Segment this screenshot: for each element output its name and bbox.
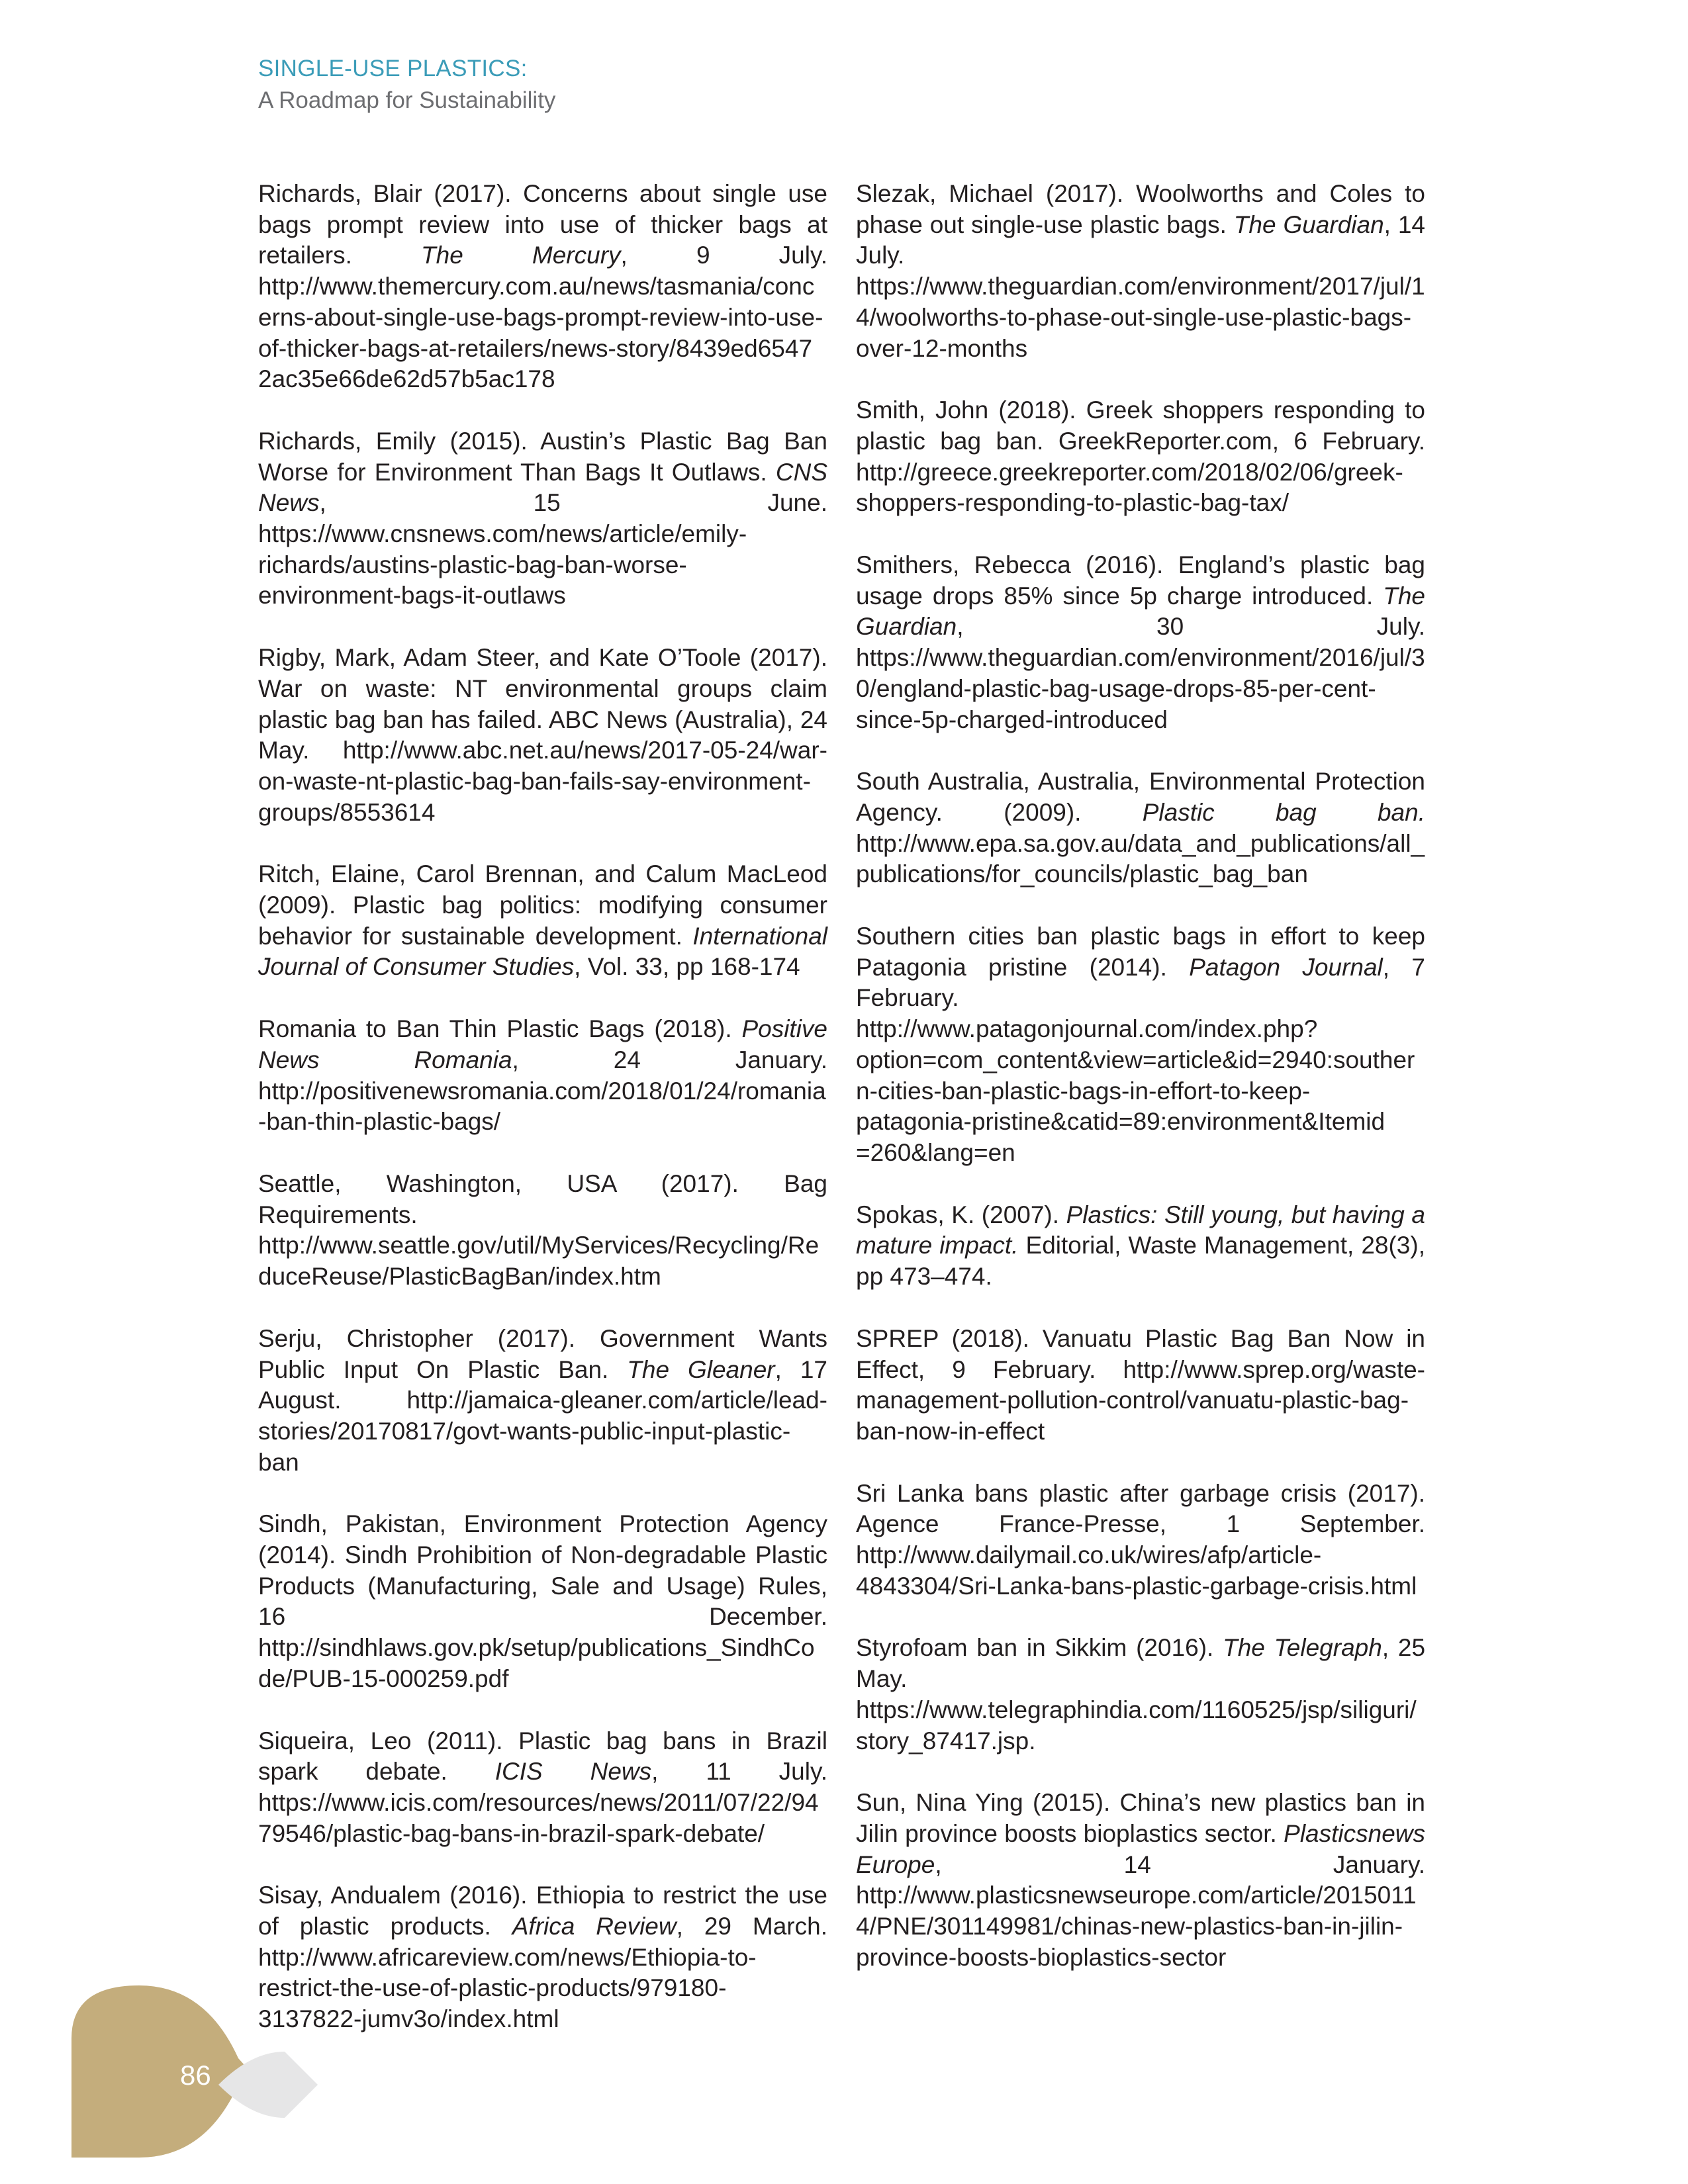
reference-text: Richards, Emily (2015). Austin’s Plastic Bag Ban Worse for Environment Than Bags It Outlaws. <box>258 427 827 486</box>
reference-source: Plastics: Still young, but having a mature impact. <box>856 1201 1425 1259</box>
reference-text: Serju, Christopher (2017). Government Wants Public Input On Plastic Ban. <box>258 1324 827 1383</box>
reference-entry <box>258 859 827 983</box>
reference-source: The Mercury <box>421 242 621 269</box>
reference-text: Sindh, Pakistan, Environment Protection Agency (2014). Sindh Prohibition of Non-degradable Plastic Products (Manufacturing, Sale and Usage) Rules, 16 December. http://sindhlaws.gov.pk/setup/publications_SindhCode/PUB-15-000259.pdf <box>258 1510 827 1692</box>
page-number: 86 <box>180 2060 211 2091</box>
reference-entry <box>258 643 827 828</box>
reference-text: , 14 July. https://www.theguardian.com/environment/2017/jul/14/woolworths-to-phase-out-single-use-plastic-bags-over-12-months <box>856 210 1426 362</box>
reference-source: Patagon Journal <box>1189 953 1383 981</box>
reference-entry <box>258 179 827 395</box>
reference-source: The Guardian <box>856 582 1425 641</box>
reference-text: SPREP (2018). Vanuatu Plastic Bag Ban Now in Effect, 9 February. http://www.sprep.org/waste-management-pollution-control/vanuatu-plastic-bag-ban-now-in-effect <box>856 1324 1425 1445</box>
reference-text: Seattle, Washington, USA (2017). Bag Requirements. http://www.seattle.gov/util/MyServices/Recycling/ReduceReuse/PlasticBagBan/index.htm <box>258 1169 827 1291</box>
reference-text: , 29 March. http://www.africareview.com/news/Ethiopia-to-restrict-the-use-of-plastic-products/979180-3137822-jumv3o/index.html <box>258 1913 827 2033</box>
reference-text: Styrofoam ban in Sikkim (2016). <box>856 1634 1223 1662</box>
reference-entry <box>856 921 1425 1169</box>
reference-entry <box>856 766 1425 890</box>
reference-text: Siqueira, Leo (2011). Plastic bag bans in Brazil spark debate. <box>258 1727 827 1786</box>
reference-source: Plastic bag ban. <box>1142 798 1425 826</box>
reference-text: Sun, Nina Ying (2015). China’s new plastics ban in Jilin province boosts bioplastics sector. <box>856 1789 1425 1847</box>
reference-entry <box>258 426 827 612</box>
reference-entry <box>856 179 1425 364</box>
reference-text: Ritch, Elaine, Carol Brennan, and Calum MacLeod (2009). Plastic bag politics: modifying consumer behavior for sustainable development. <box>258 860 827 950</box>
references-right-column <box>856 179 1425 2004</box>
reference-source: The Telegraph <box>1223 1634 1382 1662</box>
reference-source: Africa Review <box>512 1913 677 1940</box>
reference-entry <box>258 1509 827 1694</box>
reference-text: Editorial, Waste Management, 28(3), pp 473–474. <box>856 1232 1425 1291</box>
reference-text: , 30 July. https://www.theguardian.com/environment/2016/jul/30/england-plastic-bag-usage-drops-85-per-cent-since-5p-charged-introduced <box>856 613 1425 733</box>
reference-text: http://www.epa.sa.gov.au/data_and_publications/all_publications/for_councils/plastic_bag_ban <box>856 829 1425 888</box>
reference-source: CNS News <box>258 458 827 517</box>
reference-text: , 14 January. http://www.plasticsnewseurope.com/article/20150114/PNE/301149981/chinas-new-plastics-ban-in-jilin-province-boosts-bioplastics-sector <box>856 1850 1425 1971</box>
reference-source: ICIS News <box>494 1758 652 1786</box>
reference-text: Sri Lanka bans plastic after garbage crisis (2017). Agence France-Presse, 1 September. http://www.dailymail.co.uk/wires/afp/article-4843304/Sri-Lanka-bans-plastic-garbage-crisis.html <box>856 1479 1425 1600</box>
reference-entry <box>856 1479 1425 1602</box>
references-left-column <box>258 179 827 2066</box>
reference-entry <box>258 1726 827 1850</box>
reference-text: , 24 January. http://positivenewsromania.com/2018/01/24/romania-ban-thin-plastic-bags/ <box>258 1046 827 1136</box>
reference-text: Smith, John (2018). Greek shoppers responding to plastic bag ban. GreekReporter.com, 6 February. http://greece.greekreporter.com/2018/02/06/greek-shoppers-responding-to-plastic-bag-tax/ <box>856 396 1425 517</box>
reference-text: , 11 July. https://www.icis.com/resources/news/2011/07/22/9479546/plastic-bag-bans-in-brazil-spark-debate/ <box>258 1758 827 1847</box>
reference-entry <box>258 1169 827 1293</box>
reference-text: , 9 July. http://www.themercury.com.au/news/tasmania/concerns-about-single-use-bags-prompt-review-into-use-of-thicker-bags-at-retailers/news-story/8439ed6547 2ac35e66de62d57b5ac178 <box>258 242 827 393</box>
reference-source: Plasticsnews Europe <box>856 1819 1425 1878</box>
reference-source: The Guardian <box>1233 210 1384 238</box>
reference-text: Rigby, Mark, Adam Steer, and Kate O’Toole (2017). War on waste: NT environmental groups claim plastic bag ban has failed. ABC News (Australia), 24 May. http://www.abc.net.au/news/2017-05-24/war-on-waste-nt-plastic-bag-ban-fails-say-environment-groups/8553614 <box>258 644 827 826</box>
reference-entry <box>258 1324 827 1479</box>
reference-source: Positive News Romania <box>258 1015 827 1073</box>
reference-entry <box>856 1200 1425 1293</box>
reference-entry <box>258 1880 827 2035</box>
reference-text: Sisay, Andualem (2016). Ethiopia to restrict the use of plastic products. <box>258 1882 827 1940</box>
reference-text: Romania to Ban Thin Plastic Bags (2018). <box>258 1015 742 1043</box>
reference-text: , 25 May. https://www.telegraphindia.com/1160525/jsp/siliguri/story_87417.jsp. <box>856 1634 1426 1754</box>
reference-text: Slezak, Michael (2017). Woolworths and Coles to phase out single-use plastic bags. <box>856 180 1425 238</box>
reference-entry <box>856 1633 1425 1756</box>
document-subtitle: A Roadmap for Sustainability <box>258 87 556 113</box>
reference-entry <box>856 1788 1425 1973</box>
reference-entry <box>856 1324 1425 1447</box>
reference-text: , 7 February. http://www.patagonjournal.com/index.php?option=com_content&view=article&id=2940:southern-cities-ban-plastic-bags-in-effort-to-keep-patagonia-pristine&catid=89:environment&Itemid =260&lang=en <box>856 953 1425 1166</box>
document-title: SINGLE-USE PLASTICS: <box>258 56 528 81</box>
reference-entry <box>258 1014 827 1138</box>
reference-text: , 15 June. https://www.cnsnews.com/news/article/emily-richards/austins-plastic-bag-ban-worse-environment-bags-it-outlaws <box>258 489 827 610</box>
reference-text: Spokas, K. (2007). <box>856 1201 1066 1228</box>
reference-source: The Gleaner <box>627 1355 775 1383</box>
reference-entry <box>856 395 1425 519</box>
reference-text: Smithers, Rebecca (2016). England’s plastic bag usage drops 85% since 5p charge introduced. <box>856 551 1425 610</box>
reference-entry <box>856 550 1425 735</box>
reference-text: Richards, Blair (2017). Concerns about single use bags prompt review into use of thicker bags at retailers. <box>258 180 827 269</box>
gold-drop-shape <box>71 1985 250 2158</box>
reference-text: Southern cities ban plastic bags in effort to keep Patagonia pristine (2014). <box>856 923 1425 981</box>
reference-text: , Vol. 33, pp 168-174 <box>574 953 800 981</box>
running-header <box>258 53 555 116</box>
reference-source: International Journal of Consumer Studies <box>258 922 827 981</box>
reference-text: , 17 August. http://jamaica-gleaner.com/article/lead-stories/20170817/govt-wants-public-input-plastic-ban <box>258 1355 827 1476</box>
page-number-decoration <box>0 1985 331 2184</box>
reference-text: South Australia, Australia, Environmental Protection Agency. (2009). <box>856 768 1425 826</box>
